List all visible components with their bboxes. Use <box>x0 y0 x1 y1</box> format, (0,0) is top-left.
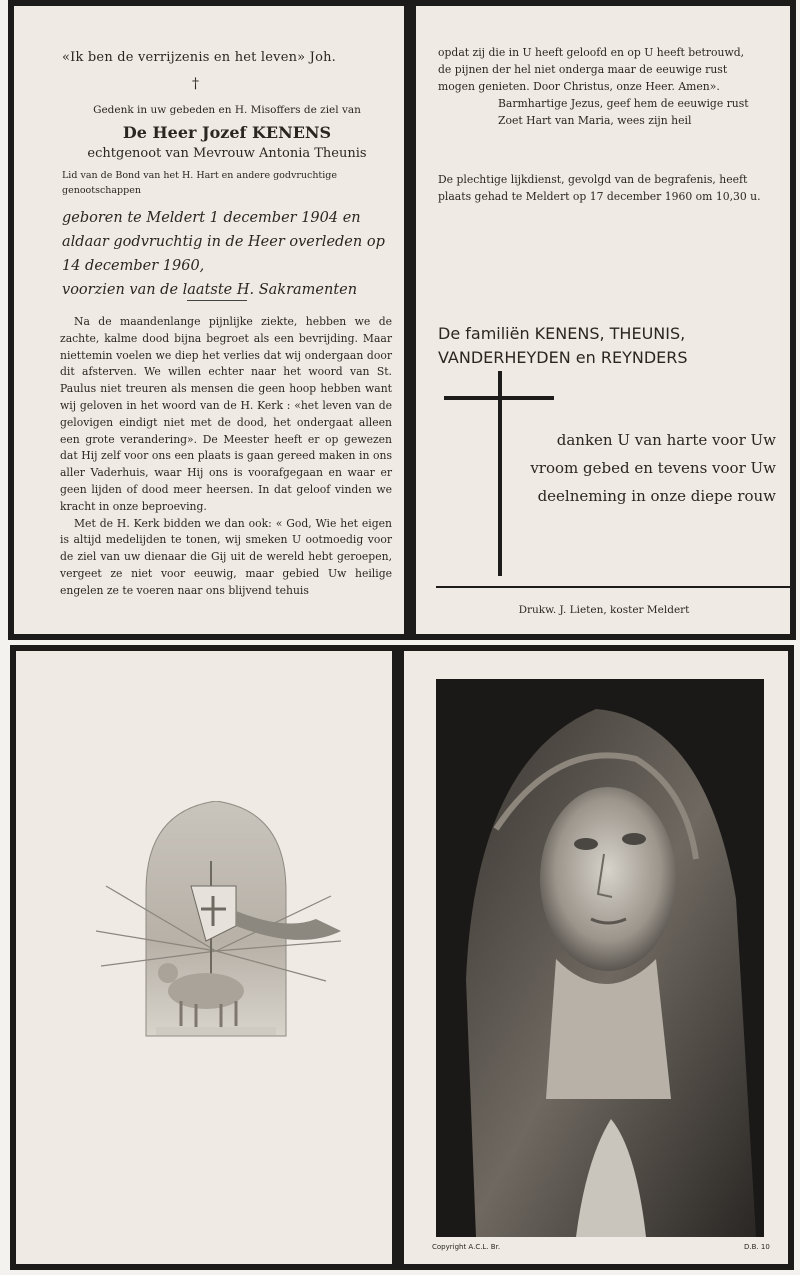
prayer-line: opdat zij die in U heeft geloofd en op U heeft betrouwd, <box>438 46 745 59</box>
families-heading <box>438 322 688 370</box>
deceased-name: De Heer Jozef KENENS <box>122 123 332 142</box>
thanks-line: vroom gebed en tevens voor Uw <box>530 459 776 477</box>
invocation-line: Zoet Hart van Maria, wees zijn heil <box>498 114 692 127</box>
copyright-note: Copyright A.C.L. Br. <box>432 1243 501 1251</box>
printer-credit: Drukw. J. Lieten, koster Meldert <box>518 604 690 616</box>
funeral-line: De plechtige lijkdienst, gevolgd van de begrafenis, heeft <box>438 173 748 186</box>
memorial-card-back-left <box>10 645 398 1270</box>
birth-death-text <box>62 206 392 302</box>
madonna-portrait <box>436 679 764 1237</box>
spouse-line: echtgenoot van Mevrouw Antonia Theunis <box>87 146 367 161</box>
prayer-line: de pijnen der hel niet onderga maar de eeuwige rust <box>438 63 728 76</box>
thanks-line: deelneming in onze diepe rouw <box>537 487 776 505</box>
scripture-quote: «Ik ben de verrijzenis en het leven» Joh. <box>62 50 337 65</box>
large-cross-bar <box>444 396 554 400</box>
memorial-card-inside <box>8 0 796 640</box>
lamb-of-god-illustration <box>86 801 346 1041</box>
thanks-line: danken U van harte voor Uw <box>556 431 776 449</box>
body-text <box>60 314 392 600</box>
birth-death-line: aldaar godvruchtig in de Heer overleden op <box>62 234 385 250</box>
membership-line: Lid van de Bond van het H. Hart en andere godvruchtige genootschappen <box>62 170 337 196</box>
families-line: VANDERHEYDEN en REYNDERS <box>438 348 688 367</box>
invocation-line: Barmhartige Jezus, geef hem de eeuwige rust <box>498 97 749 110</box>
card-code: D.B. 10 <box>744 1243 770 1251</box>
show-through-text <box>46 687 376 701</box>
card-fold <box>404 6 416 636</box>
birth-death-line: 14 december 1960, <box>62 258 205 274</box>
birth-death-line: voorzien van de laatste H. Sakramenten <box>62 282 358 298</box>
bottom-rule <box>436 586 792 588</box>
left-page <box>22 6 398 634</box>
funeral-line: plaats gehad te Meldert op 17 december 1960 om 10,30 u. <box>438 190 761 203</box>
prayer-text <box>438 44 788 129</box>
large-cross-icon <box>498 371 502 576</box>
divider <box>187 300 247 301</box>
remembrance-line: Gedenk in uw gebeden en H. Misoffers de ziel van <box>93 104 361 116</box>
memorial-card-back-right <box>398 645 794 1270</box>
birth-death-line: geboren te Meldert 1 december 1904 en <box>62 210 361 226</box>
paragraph: Na de maandenlange pijnlijke ziekte, hebben we de zachte, kalme dood bijna begroet als een bevrijding. Maar niettemin voelen we diep het verlies dat wij ondergaan door dit afsterven. We willen echter naar het woord van St. Paulus niet treuren als mensen die geen hoop hebben want wij geloven in het woord van de H. Kerk : «het leven van de gelovigen eindigt niet met de dood, het ondergaat alleen een grote verandering». De Meester heeft er op gewezen dat Hij zelf voor ons een plaats is gaan gereed maken in ons aller Vaderhuis, waar Hij ons is voorafgegaan en waar er geen lijden of dood meer heersen. In dat geloof vinden we kracht in onze beproeving. <box>60 315 392 513</box>
cross-icon: † <box>192 76 199 92</box>
funeral-notice <box>438 171 788 205</box>
right-page <box>416 6 792 634</box>
thanks-text <box>516 426 776 510</box>
paragraph: Met de H. Kerk bidden we dan ook: « God, Wie het eigen is altijd medelijden te tonen, wij smeken U ootmoedig voor de ziel van uw dienaar die Gij uit de wereld hebt geroepen, vergeet ze niet voor eeuwig, maar gebied Uw heilige engelen ze te voeren naar ons blijvend tehuis <box>60 516 392 597</box>
families-line: De familiën KENENS, THEUNIS, <box>438 324 686 343</box>
prayer-line: mogen genieten. Door Christus, onze Heer. Amen». <box>438 80 720 93</box>
